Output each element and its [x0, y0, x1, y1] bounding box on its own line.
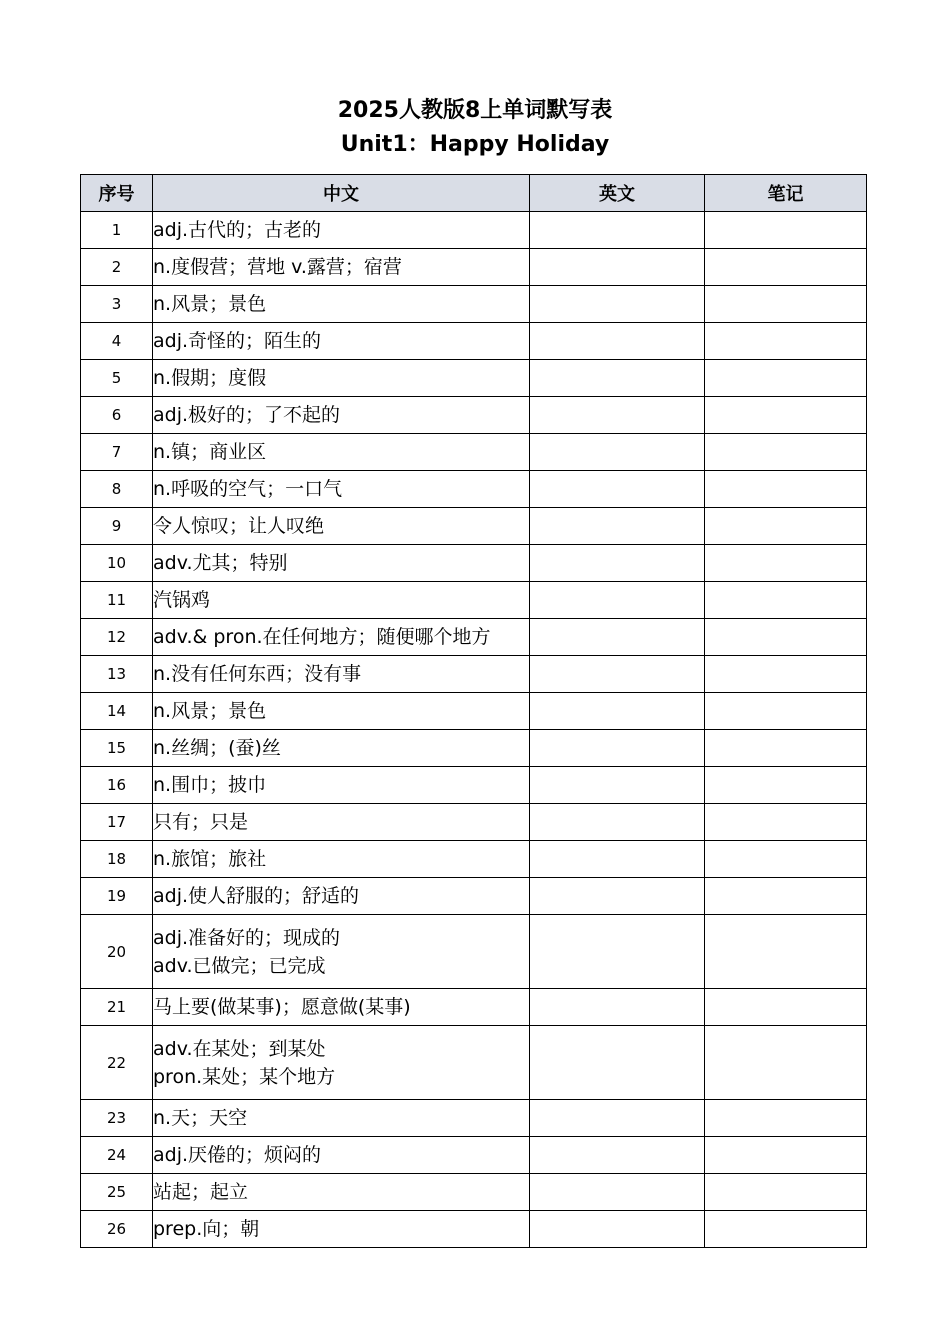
english-answer-cell[interactable] [530, 249, 705, 286]
english-answer-cell[interactable] [530, 767, 705, 804]
row-number: 6 [81, 397, 153, 434]
english-answer-cell[interactable] [530, 286, 705, 323]
row-number: 21 [81, 989, 153, 1026]
table-row [81, 804, 867, 841]
table-row [81, 323, 867, 360]
table-row [81, 212, 867, 249]
english-answer-cell[interactable] [530, 212, 705, 249]
notes-cell[interactable] [705, 471, 867, 508]
chinese-meaning-cell [153, 730, 530, 767]
chinese-meaning-line: adj.古代的；古老的 [153, 219, 322, 241]
row-number: 22 [81, 1026, 153, 1100]
chinese-meaning-cell [153, 249, 530, 286]
chinese-meaning-cell [153, 656, 530, 693]
chinese-meaning-line: n.风景；景色 [153, 700, 267, 722]
notes-cell[interactable] [705, 1137, 867, 1174]
chinese-meaning-cell [153, 471, 530, 508]
row-number: 19 [81, 878, 153, 915]
table-row [81, 360, 867, 397]
chinese-meaning-line: n.度假营；营地 v.露营；宿营 [153, 256, 402, 278]
english-answer-cell[interactable] [530, 582, 705, 619]
chinese-meaning-cell [153, 1026, 530, 1100]
chinese-meaning-line: n.假期；度假 [153, 367, 267, 389]
chinese-meaning-line: 只有；只是 [153, 811, 249, 833]
table-row [81, 730, 867, 767]
chinese-meaning-cell [153, 1100, 530, 1137]
notes-cell[interactable] [705, 730, 867, 767]
english-answer-cell[interactable] [530, 989, 705, 1026]
page-title: 2025人教版8上单词默写表 [337, 98, 613, 123]
row-number: 14 [81, 693, 153, 730]
notes-cell[interactable] [705, 249, 867, 286]
english-answer-cell[interactable] [530, 1026, 705, 1100]
chinese-meaning-line: adv.尤其；特别 [153, 552, 288, 574]
chinese-meaning-cell [153, 767, 530, 804]
table-row [81, 545, 867, 582]
notes-cell[interactable] [705, 1211, 867, 1248]
table-row [81, 656, 867, 693]
row-number: 23 [81, 1100, 153, 1137]
table-row [81, 1026, 867, 1100]
chinese-meaning-line: n.风景；景色 [153, 293, 267, 315]
english-answer-cell[interactable] [530, 656, 705, 693]
page-subtitle: Unit1：Happy Holiday [340, 132, 610, 157]
notes-cell[interactable] [705, 582, 867, 619]
table-row [81, 767, 867, 804]
table-row [81, 286, 867, 323]
table-row [81, 619, 867, 656]
notes-cell[interactable] [705, 508, 867, 545]
table-row [81, 582, 867, 619]
chinese-meaning-line: 令人惊叹；让人叹绝 [153, 515, 325, 537]
english-answer-cell[interactable] [530, 360, 705, 397]
row-number: 7 [81, 434, 153, 471]
notes-cell[interactable] [705, 397, 867, 434]
row-number: 10 [81, 545, 153, 582]
table-row [81, 1100, 867, 1137]
row-number: 18 [81, 841, 153, 878]
table-row [81, 841, 867, 878]
table-body [81, 212, 867, 1248]
row-number: 15 [81, 730, 153, 767]
row-number: 26 [81, 1211, 153, 1248]
chinese-meaning-line: adv.已做完；已完成 [153, 954, 326, 977]
notes-cell[interactable] [705, 1174, 867, 1211]
table-row [81, 397, 867, 434]
notes-cell[interactable] [705, 1026, 867, 1100]
chinese-meaning-line: 站起；起立 [153, 1181, 249, 1203]
chinese-meaning-line: n.围巾；披巾 [153, 774, 267, 796]
english-answer-cell[interactable] [530, 804, 705, 841]
chinese-meaning-cell [153, 508, 530, 545]
chinese-meaning-line: adj.极好的；了不起的 [153, 404, 341, 426]
english-answer-cell[interactable] [530, 434, 705, 471]
table-row [81, 989, 867, 1026]
english-answer-cell[interactable] [530, 841, 705, 878]
table-row [81, 878, 867, 915]
chinese-meaning-cell [153, 804, 530, 841]
notes-cell[interactable] [705, 878, 867, 915]
english-answer-cell[interactable] [530, 730, 705, 767]
chinese-meaning-cell [153, 693, 530, 730]
english-answer-cell[interactable] [530, 878, 705, 915]
chinese-meaning-cell [153, 545, 530, 582]
notes-cell[interactable] [705, 804, 867, 841]
row-number: 17 [81, 804, 153, 841]
notes-cell[interactable] [705, 619, 867, 656]
table-row [81, 508, 867, 545]
table-row [81, 1174, 867, 1211]
table-header-row [81, 175, 867, 212]
row-number: 24 [81, 1137, 153, 1174]
chinese-meaning-line: adj.使人舒服的；舒适的 [153, 885, 360, 907]
english-answer-cell[interactable] [530, 545, 705, 582]
notes-cell[interactable] [705, 323, 867, 360]
row-number: 9 [81, 508, 153, 545]
notes-cell[interactable] [705, 915, 867, 989]
chinese-meaning-line: n.旅馆；旅社 [153, 848, 267, 870]
row-number: 4 [81, 323, 153, 360]
chinese-meaning-line: adv.在某处；到某处 [153, 1037, 326, 1060]
notes-cell[interactable] [705, 360, 867, 397]
table-row [81, 471, 867, 508]
table-row [81, 434, 867, 471]
table-row [81, 1137, 867, 1174]
chinese-meaning-line: 汽锅鸡 [153, 589, 211, 611]
chinese-meaning-line: pron.某处；某个地方 [153, 1065, 336, 1088]
chinese-meaning-cell [153, 1211, 530, 1248]
table-row [81, 693, 867, 730]
chinese-meaning-cell [153, 434, 530, 471]
chinese-meaning-cell [153, 619, 530, 656]
chinese-meaning-cell [153, 212, 530, 249]
english-answer-cell[interactable] [530, 915, 705, 989]
chinese-meaning-line: n.没有任何东西；没有事 [153, 663, 362, 685]
chinese-meaning-cell [153, 286, 530, 323]
table-row [81, 1211, 867, 1248]
english-answer-cell[interactable] [530, 1174, 705, 1211]
chinese-meaning-cell [153, 1137, 530, 1174]
row-number: 25 [81, 1174, 153, 1211]
chinese-meaning-line: adj.准备好的；现成的 [153, 926, 341, 949]
table-row [81, 249, 867, 286]
notes-cell[interactable] [705, 656, 867, 693]
notes-cell[interactable] [705, 286, 867, 323]
notes-cell[interactable] [705, 989, 867, 1026]
row-number: 1 [81, 212, 153, 249]
chinese-meaning-cell [153, 582, 530, 619]
row-number: 11 [81, 582, 153, 619]
vocabulary-table [80, 174, 867, 1248]
row-number: 16 [81, 767, 153, 804]
table-row [81, 915, 867, 989]
chinese-meaning-cell [153, 360, 530, 397]
english-answer-cell[interactable] [530, 1137, 705, 1174]
row-number: 5 [81, 360, 153, 397]
chinese-meaning-line: n.呼吸的空气；一口气 [153, 478, 343, 500]
chinese-meaning-cell [153, 323, 530, 360]
row-number: 20 [81, 915, 153, 989]
notes-cell[interactable] [705, 545, 867, 582]
header-num: 序号 [81, 175, 153, 212]
chinese-meaning-cell [153, 878, 530, 915]
notes-cell[interactable] [705, 212, 867, 249]
english-answer-cell[interactable] [530, 1211, 705, 1248]
english-answer-cell[interactable] [530, 1100, 705, 1137]
english-answer-cell[interactable] [530, 619, 705, 656]
header-english: 英文 [530, 175, 705, 212]
row-number: 8 [81, 471, 153, 508]
row-number: 3 [81, 286, 153, 323]
chinese-meaning-line: prep.向；朝 [153, 1218, 260, 1240]
chinese-meaning-cell [153, 989, 530, 1026]
chinese-meaning-line: adv.& pron.在任何地方；随便哪个地方 [153, 626, 491, 648]
english-answer-cell[interactable] [530, 397, 705, 434]
chinese-meaning-line: adj.奇怪的；陌生的 [153, 330, 322, 352]
title-block [0, 94, 950, 162]
row-number: 2 [81, 249, 153, 286]
chinese-meaning-line: 马上要(做某事)；愿意做(某事) [153, 996, 411, 1018]
row-number: 13 [81, 656, 153, 693]
english-answer-cell[interactable] [530, 323, 705, 360]
english-answer-cell[interactable] [530, 471, 705, 508]
chinese-meaning-cell [153, 1174, 530, 1211]
chinese-meaning-line: n.丝绸；(蚕)丝 [153, 737, 281, 759]
chinese-meaning-line: n.镇；商业区 [153, 441, 267, 463]
notes-cell[interactable] [705, 767, 867, 804]
notes-cell[interactable] [705, 841, 867, 878]
row-number: 12 [81, 619, 153, 656]
english-answer-cell[interactable] [530, 508, 705, 545]
chinese-meaning-cell [153, 397, 530, 434]
notes-cell[interactable] [705, 1100, 867, 1137]
header-notes: 笔记 [705, 175, 867, 212]
notes-cell[interactable] [705, 434, 867, 471]
header-chinese: 中文 [153, 175, 530, 212]
chinese-meaning-line: n.天；天空 [153, 1107, 248, 1129]
english-answer-cell[interactable] [530, 693, 705, 730]
notes-cell[interactable] [705, 693, 867, 730]
chinese-meaning-cell [153, 915, 530, 989]
chinese-meaning-cell [153, 841, 530, 878]
chinese-meaning-line: adj.厌倦的；烦闷的 [153, 1144, 322, 1166]
